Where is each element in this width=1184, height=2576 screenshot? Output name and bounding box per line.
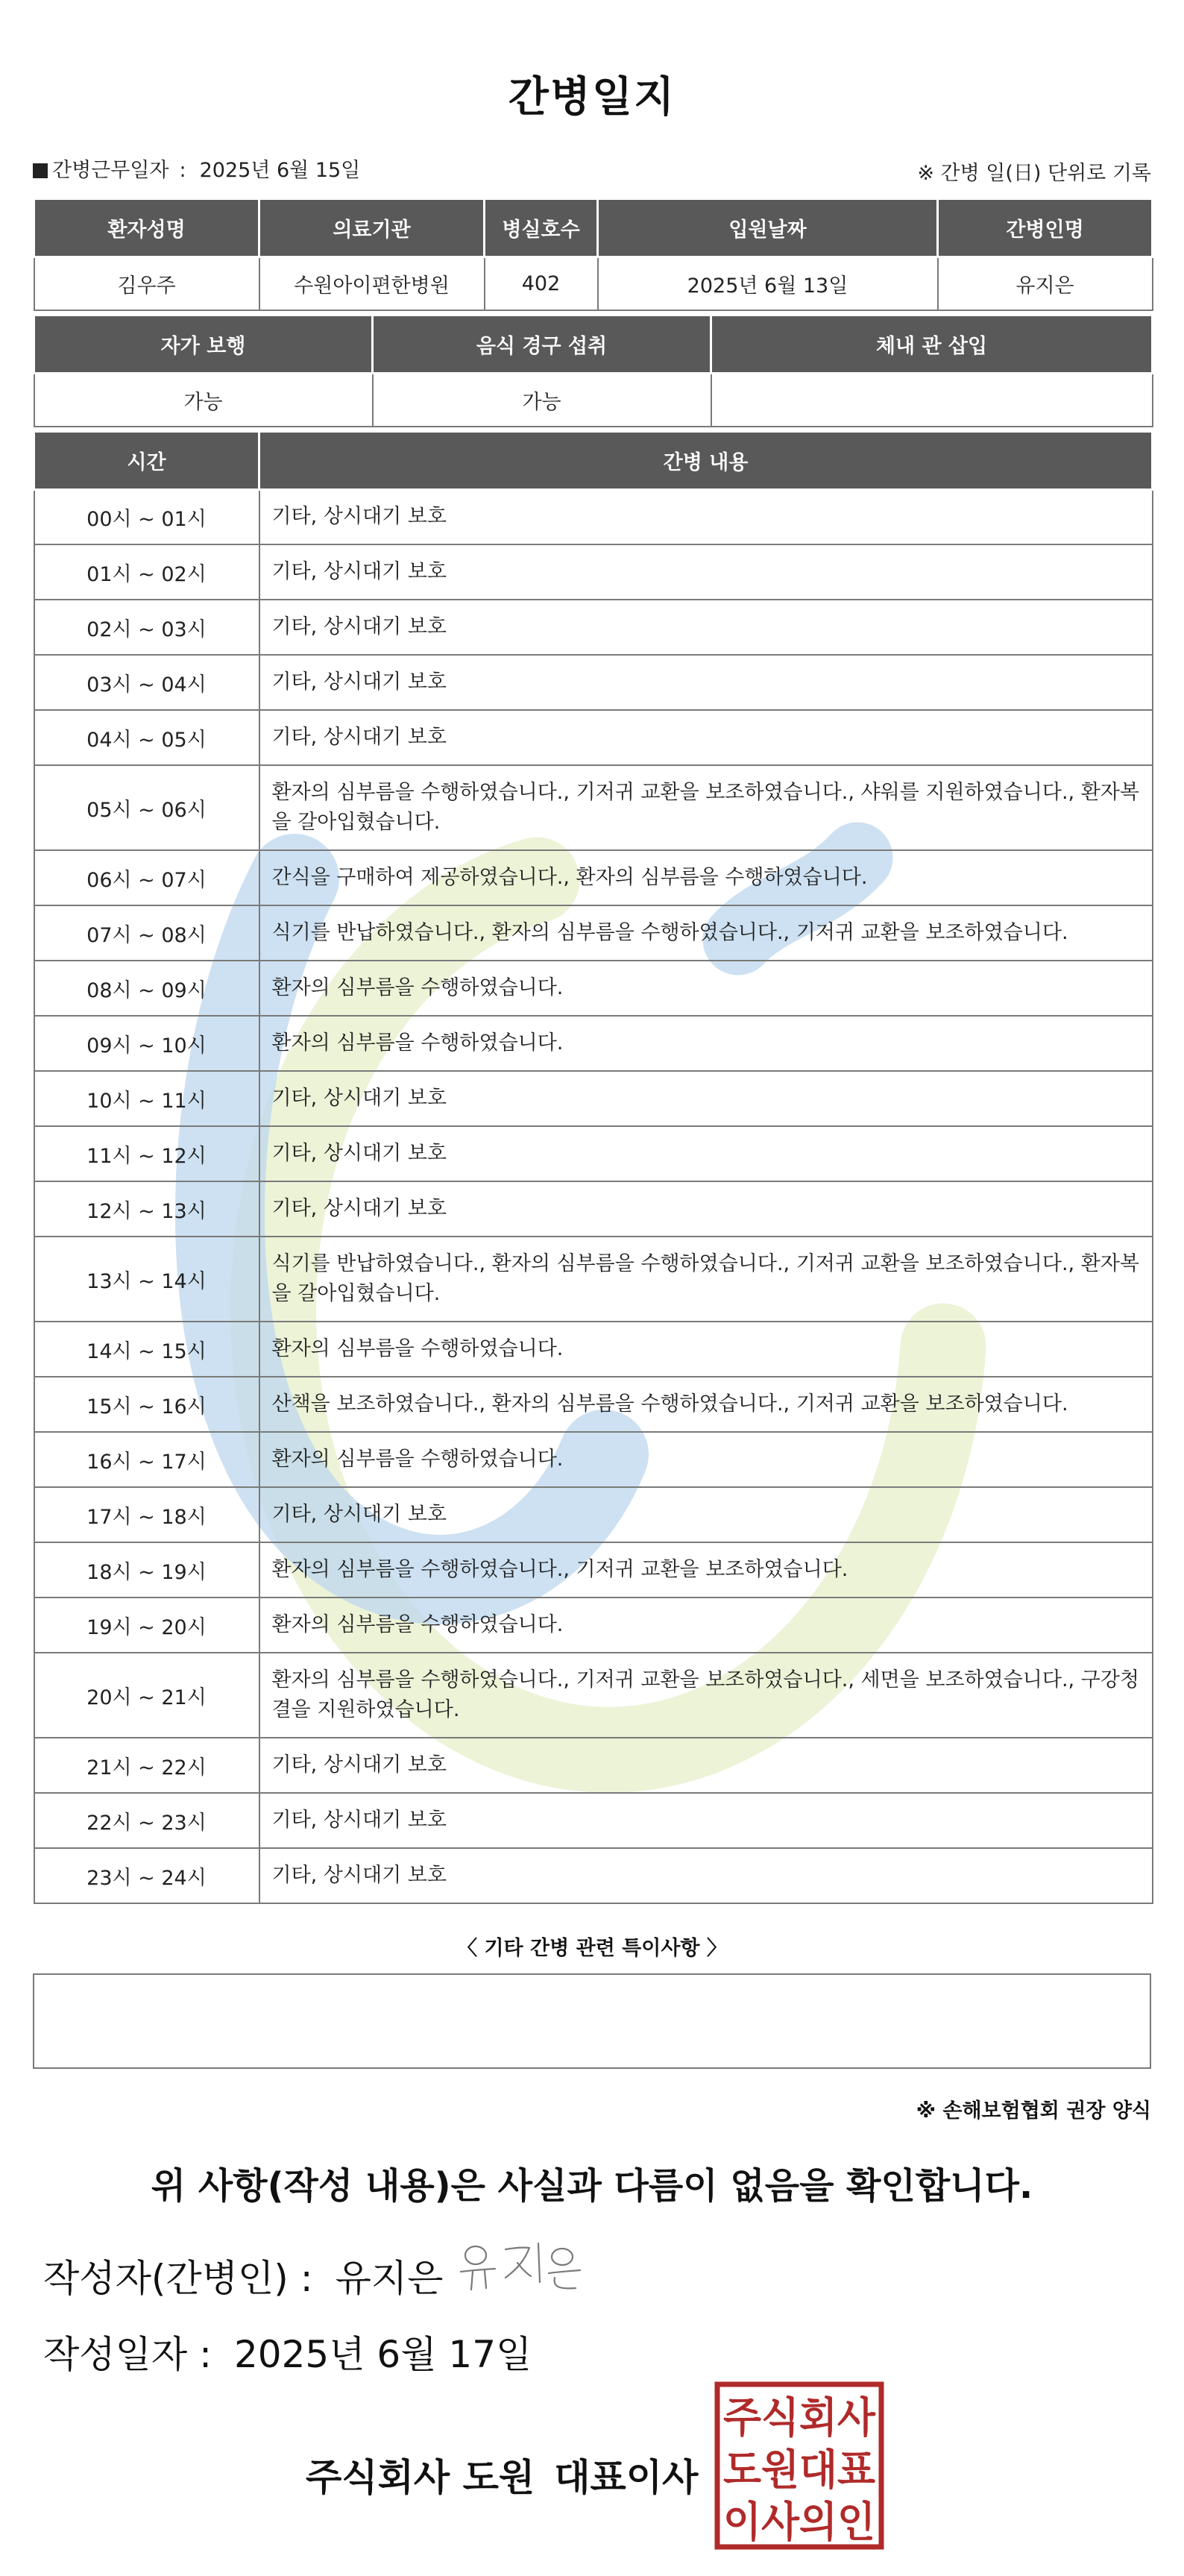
content-cell: 식기를 반납하였습니다., 환자의 심부름을 수행하였습니다., 기저귀 교환을 보조하였습니다. [259, 905, 1153, 961]
writer-line [43, 2249, 443, 2302]
time-cell: 03시 ~ 04시 [34, 655, 259, 710]
header-hospital: 의료기관 [259, 200, 485, 257]
room-number: 402 [485, 257, 598, 310]
time-cell: 07시 ~ 08시 [34, 905, 259, 961]
oral-intake-value: 가능 [373, 373, 711, 427]
table-row [34, 655, 1153, 710]
special-notes-title: 〈 기타 간병 관련 특이사항 〉 [457, 1937, 727, 1960]
table-row [34, 961, 1153, 1016]
time-cell: 04시 ~ 05시 [34, 710, 259, 765]
table-row [34, 1487, 1153, 1542]
content-cell: 기타, 상시대기 보호 [259, 1071, 1153, 1126]
content-cell: 환자의 심부름을 수행하였습니다., 기저귀 교환을 보조하였습니다., 샤워를 지원하였습니다., 환자복을 갈아입혔습니다. [259, 765, 1153, 850]
table-row [34, 1848, 1153, 1903]
table-row [34, 1377, 1153, 1432]
table-row [34, 1542, 1153, 1598]
table-row [34, 1016, 1153, 1071]
table-row [34, 544, 1153, 600]
header-oral-intake: 음식 경구 섭취 [373, 316, 711, 373]
table-row [34, 600, 1153, 655]
time-cell: 00시 ~ 01시 [34, 489, 259, 544]
written-date-line [43, 2325, 532, 2378]
content-cell: 기타, 상시대기 보호 [259, 1487, 1153, 1542]
content-cell: 환자의 심부름을 수행하였습니다. [259, 1322, 1153, 1377]
content-cell: 환자의 심부름을 수행하였습니다. [259, 1016, 1153, 1071]
time-cell: 19시 ~ 20시 [34, 1598, 259, 1653]
table-row [34, 1432, 1153, 1487]
content-cell: 산책을 보조하였습니다., 환자의 심부름을 수행하였습니다., 기저귀 교환을 보조하였습니다. [259, 1377, 1153, 1432]
time-cell: 13시 ~ 14시 [34, 1237, 259, 1322]
content-cell: 기타, 상시대기 보호 [259, 489, 1153, 544]
time-cell: 20시 ~ 21시 [34, 1653, 259, 1738]
time-cell: 23시 ~ 24시 [34, 1848, 259, 1903]
content-cell: 환자의 심부름을 수행하였습니다., 기저귀 교환을 보조하였습니다., 세면을 보조하였습니다., 구강청결을 지원하였습니다. [259, 1653, 1153, 1738]
time-cell: 11시 ~ 12시 [34, 1126, 259, 1181]
content-cell: 환자의 심부름을 수행하였습니다. [259, 961, 1153, 1016]
content-cell: 기타, 상시대기 보호 [259, 655, 1153, 710]
admission-date: 2025년 6월 13일 [598, 257, 938, 310]
content-cell: 환자의 심부름을 수행하였습니다. [259, 1598, 1153, 1653]
svg-text:도원대표: 도원대표 [723, 2446, 875, 2495]
page-title: 간병일지 [508, 73, 676, 122]
company-seal-icon [714, 2381, 884, 2550]
time-cell: 12시 ~ 13시 [34, 1181, 259, 1237]
table-row [34, 905, 1153, 961]
table-row [34, 1181, 1153, 1237]
hospital-name: 수원아이편한병원 [259, 257, 485, 310]
writer-name: 유지은 [335, 2257, 444, 2300]
time-cell: 22시 ~ 23시 [34, 1793, 259, 1848]
time-cell: 06시 ~ 07시 [34, 850, 259, 905]
tube-insertion-value [711, 373, 1153, 427]
content-cell: 기타, 상시대기 보호 [259, 1848, 1153, 1903]
time-cell: 17시 ~ 18시 [34, 1487, 259, 1542]
table-row [34, 1126, 1153, 1181]
special-notes-box [33, 1973, 1151, 2069]
time-cell: 15시 ~ 16시 [34, 1377, 259, 1432]
header-room-number: 병실호수 [485, 200, 598, 257]
content-cell: 기타, 상시대기 보호 [259, 1738, 1153, 1793]
table-row [34, 710, 1153, 765]
self-walking-value: 가능 [34, 373, 373, 427]
written-date-label: 작성일자 : [43, 2333, 212, 2376]
work-date-line [33, 154, 360, 183]
time-cell: 01시 ~ 02시 [34, 544, 259, 600]
header-patient-name: 환자성명 [34, 200, 259, 257]
time-cell: 09시 ~ 10시 [34, 1016, 259, 1071]
time-cell: 16시 ~ 17시 [34, 1432, 259, 1487]
content-cell: 기타, 상시대기 보호 [259, 1126, 1153, 1181]
content-cell: 식기를 반납하였습니다., 환자의 심부름을 수행하였습니다., 기저귀 교환을 보조하였습니다., 환자복을 갈아입혔습니다. [259, 1237, 1153, 1322]
header-caregiver-name: 간병인명 [938, 200, 1153, 257]
care-schedule-table [33, 433, 1153, 1904]
time-cell: 08시 ~ 09시 [34, 961, 259, 1016]
table-row [34, 1653, 1153, 1738]
company-name: 주식회사 도원 [306, 2456, 535, 2499]
time-cell: 21시 ~ 22시 [34, 1738, 259, 1793]
writer-label: 작성자(간병인) : [43, 2257, 313, 2300]
header-tube-insertion: 체내 관 삽입 [711, 316, 1153, 373]
content-cell: 기타, 상시대기 보호 [259, 1181, 1153, 1237]
patient-info-table [33, 200, 1153, 311]
table-row [34, 850, 1153, 905]
header-admission-date: 입원날짜 [598, 200, 938, 257]
time-cell: 05시 ~ 06시 [34, 765, 259, 850]
work-date-separator: : [179, 159, 186, 182]
header-care-content: 간병 내용 [259, 433, 1153, 489]
unit-note: ※ 간병 일(日) 단위로 기록 [917, 162, 1151, 185]
work-date-label: 간병근무일자 [52, 159, 169, 182]
table-row [34, 489, 1153, 544]
work-date-value: 2025년 6월 15일 [199, 159, 361, 182]
header-self-walking: 자가 보행 [34, 316, 373, 373]
table-row [34, 1738, 1153, 1793]
content-cell: 환자의 심부름을 수행하였습니다. [259, 1432, 1153, 1487]
table-row [34, 1793, 1153, 1848]
time-cell: 02시 ~ 03시 [34, 600, 259, 655]
handwritten-signature-icon [456, 2236, 583, 2296]
content-cell: 기타, 상시대기 보호 [259, 710, 1153, 765]
patient-status-table [33, 316, 1153, 427]
form-source-note: ※ 손해보험협회 권장 양식 [916, 2099, 1151, 2123]
svg-text:이사의인: 이사의인 [723, 2498, 875, 2547]
table-row [34, 1322, 1153, 1377]
content-cell: 간식을 구매하여 제공하였습니다., 환자의 심부름을 수행하였습니다. [259, 850, 1153, 905]
time-cell: 18시 ~ 19시 [34, 1542, 259, 1598]
table-row [34, 1598, 1153, 1653]
content-cell: 기타, 상시대기 보호 [259, 600, 1153, 655]
content-cell: 기타, 상시대기 보호 [259, 1793, 1153, 1848]
content-cell: 환자의 심부름을 수행하였습니다., 기저귀 교환을 보조하였습니다. [259, 1542, 1153, 1598]
representative-title: 대표이사 [554, 2456, 699, 2499]
caregiver-name: 유지은 [938, 257, 1153, 310]
company-signature-line [306, 2448, 698, 2501]
confirmation-statement: 위 사항(작성 내용)은 사실과 다름이 없음을 확인합니다. [151, 2165, 1033, 2207]
header-time: 시간 [34, 433, 259, 489]
table-row [34, 765, 1153, 850]
written-date-value: 2025년 6월 17일 [233, 2333, 532, 2376]
content-cell: 기타, 상시대기 보호 [259, 544, 1153, 600]
time-cell: 14시 ~ 15시 [34, 1322, 259, 1377]
time-cell: 10시 ~ 11시 [34, 1071, 259, 1126]
table-row [34, 1237, 1153, 1322]
patient-name: 김우주 [34, 257, 259, 310]
svg-text:주식회사: 주식회사 [723, 2394, 876, 2443]
table-row [34, 1071, 1153, 1126]
square-bullet-icon [33, 163, 48, 178]
